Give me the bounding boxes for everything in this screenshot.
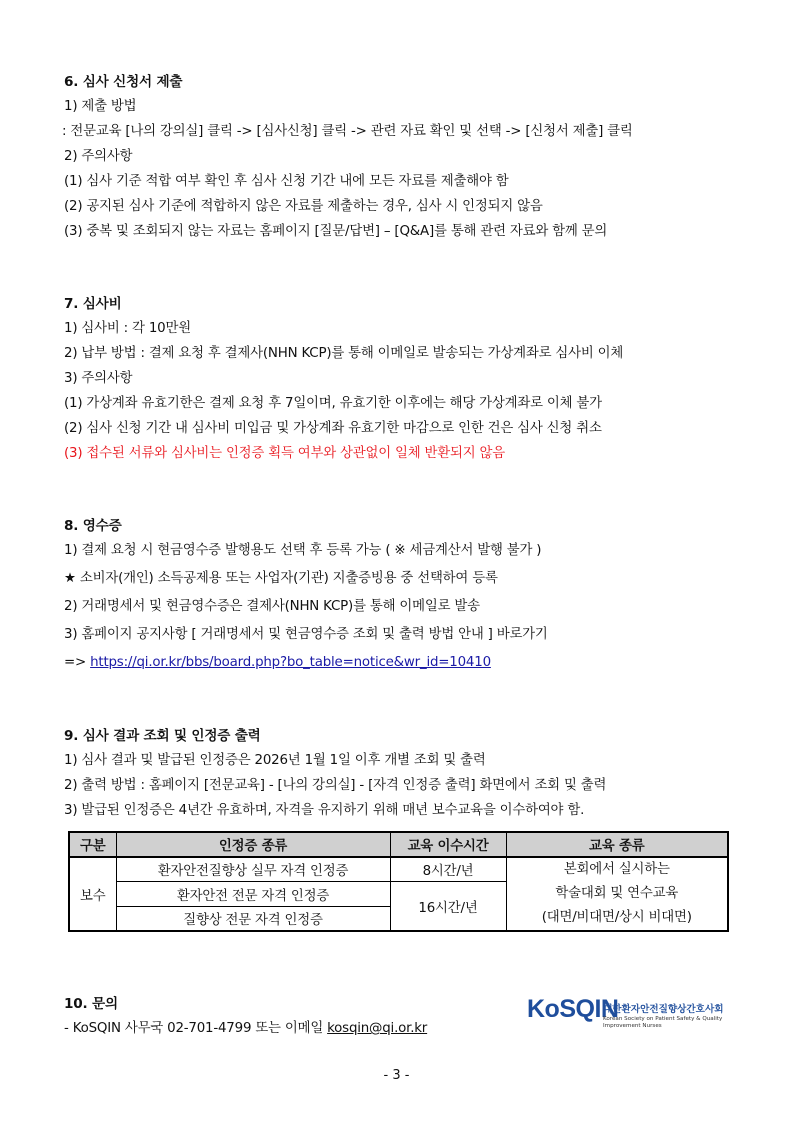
section-6-title: 6. 심사 신청서 제출 [64,74,183,90]
contact-line [64,1020,427,1038]
table-row [69,857,728,882]
certificate-cell: 환자안전 전문 자격 인정증 [116,882,390,907]
section-6-line: 2) 주의사항 [64,149,133,164]
table-header: 구분 [69,832,116,857]
section-6-line: (1) 심사 기준 적합 여부 확인 후 심사 신청 기간 내에 모든 자료를 제출해야 함 [64,174,509,189]
table-header-row [69,832,728,857]
section-8-line: 2) 거래명세서 및 현금영수증은 결제사(NHN KCP)를 통해 이메일로 발송 [64,599,480,614]
section-9-line: 1) 심사 결과 및 발급된 인정증은 2026년 1월 1일 이후 개별 조회 및 출력 [64,753,486,768]
section-9-title: 9. 심사 결과 조회 및 인정증 출력 [64,728,261,744]
section-10-title: 10. 문의 [64,996,118,1012]
hours-cell: 8시간/년 [390,857,506,882]
section-7-line: 3) 주의사항 [64,371,133,386]
logo-brand: KoSQIN [527,995,619,1023]
section-7-line: (2) 심사 신청 기간 내 심사비 미입금 및 가상계좌 유효기한 마감으로 인한 건은 심사 신청 취소 [64,421,602,436]
hours-cell: 16시간/년 [390,882,506,932]
certificate-table [68,831,729,932]
section-9-line: 2) 출력 방법 : 홈페이지 [전문교육] - [나의 강의실] - [자격 인정증 출력] 화면에서 조회 및 출력 [64,778,607,793]
section-6-line: (2) 공지된 심사 기준에 적합하지 않은 자료를 제출하는 경우, 심사 시 인정되지 않음 [64,199,543,214]
section-6-line: : 전문교육 [나의 강의실] 클릭 -> [심사신청] 클릭 -> 관련 자료 확인 및 선택 -> [신청서 제출] 클릭 [62,124,633,139]
logo-english-name: Improvement Nurses [603,1023,662,1029]
education-line: (대면/비대면/상시 비대면) [541,910,692,925]
table-header: 교육 이수시간 [390,832,506,857]
section-9-line: 3) 발급된 인정증은 4년간 유효하며, 자격을 유지하기 위해 매년 보수교육을 이수하여야 함. [64,803,585,818]
section-7-title: 7. 심사비 [64,296,122,312]
section-8-line: 1) 결제 요청 시 현금영수증 발행용도 선택 후 등록 가능 ( ※ 세금계산서 발행 불가 ) [64,543,542,558]
section-8-title: 8. 영수증 [64,518,122,534]
table-header: 인정증 종류 [116,832,390,857]
section-6-line: (3) 중복 및 조회되지 않는 자료는 홈페이지 [질문/답변] – [Q&A]를 통해 관련 자료와 함께 문의 [64,224,608,239]
section-7-line: 1) 심사비 : 각 10만원 [64,321,191,336]
section-7-warning: (3) 접수된 서류와 심사비는 인정증 획득 여부와 상관없이 일체 반환되지 않음 [64,446,505,461]
page-number: - 3 - [383,1068,410,1083]
education-line: 본회에서 실시하는 [563,862,670,877]
education-type-cell [506,857,728,931]
section-8-link-line [64,654,491,672]
section-6-line: 1) 제출 방법 [64,99,137,114]
email-link[interactable]: kosqin@qi.or.kr [327,1021,428,1036]
notice-link[interactable]: https://qi.or.kr/bbs/board.php?bo_table=notice&wr_id=10410 [90,655,491,670]
education-line: 학술대회 및 연수교육 [555,886,679,901]
table-header: 교육 종류 [506,832,728,857]
arrow-text: => [64,655,91,670]
section-8-line: ★ 소비자(개인) 소득공제용 또는 사업자(기관) 지출증빙용 중 선택하여 등록 [64,571,498,586]
kosqin-logo [527,991,727,1035]
section-7-line: (1) 가상계좌 유효기한은 결제 요청 후 7일이며, 유효기한 이후에는 해당 가상계좌로 이체 불가 [64,396,602,411]
category-cell: 보수 [69,857,116,931]
contact-text: - KoSQIN 사무국 02-701-4799 또는 이메일 [64,1021,328,1036]
certificate-cell: 질향상 전문 자격 인정증 [116,907,390,932]
logo-english-name: Korean Society on Patient Safety & Quality [603,1016,723,1022]
section-7-line: 2) 납부 방법 : 결제 요청 후 결제사(NHN KCP)를 통해 이메일로 발송되는 가상계좌로 심사비 이체 [64,346,624,361]
section-8-line: 3) 홈페이지 공지사항 [ 거래명세서 및 현금영수증 조회 및 출력 방법 안내 ] 바로가기 [64,627,548,642]
certificate-cell: 환자안전질향상 실무 자격 인정증 [116,857,390,882]
logo-korean-name: 대한환자안전질향상간호사회 [603,1004,724,1015]
